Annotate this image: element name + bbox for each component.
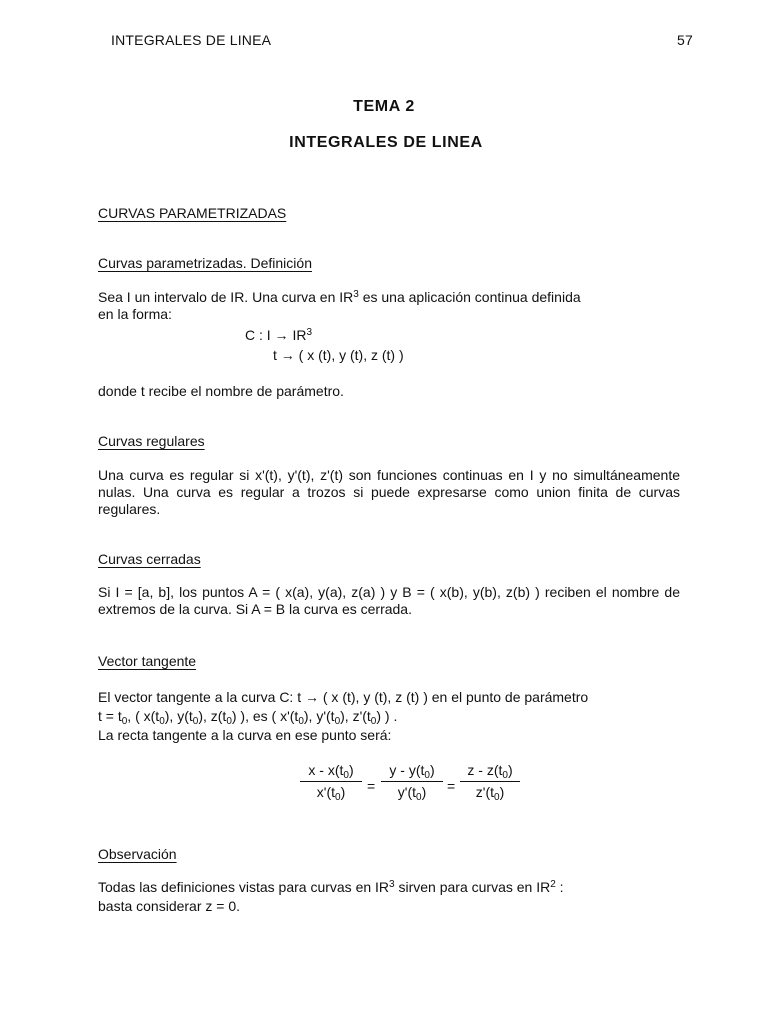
subsection-heading-definicion: Curvas parametrizadas. Definición <box>98 255 312 271</box>
superscript: 3 <box>353 289 359 300</box>
math-text: x'(t <box>316 784 335 800</box>
math-text: y'(t <box>397 784 416 800</box>
math-text: ) <box>429 762 435 778</box>
math-text: y - y(t <box>389 762 425 778</box>
mapping-text: C : I → IR <box>245 327 307 343</box>
chapter-title: INTEGRALES DE LINEA <box>289 134 483 151</box>
subsection-heading-observacion: Observación <box>98 846 177 862</box>
definition-line-1 <box>98 289 581 306</box>
math-text: z'(t <box>475 784 494 800</box>
subsection-heading-curvas-cerradas: Curvas cerradas <box>98 551 201 567</box>
subscript: 0 <box>416 792 422 803</box>
subsection-heading-curvas-regulares: Curvas regulares <box>98 433 205 449</box>
equals-sign: = <box>367 778 376 794</box>
tangent-text: ) ), es ( x'(t <box>231 708 299 724</box>
subscript: 0 <box>335 792 341 803</box>
page-number: 57 <box>677 32 693 48</box>
fraction-y-numerator <box>381 762 443 781</box>
subscript: 0 <box>424 770 430 781</box>
math-text: ) <box>340 784 346 800</box>
equals-sign: = <box>447 778 456 794</box>
math-text: z - z(t <box>467 762 503 778</box>
tangent-line-3: La recta tangente a la curva en ese punto será: <box>98 727 392 743</box>
superscript: 2 <box>550 879 556 890</box>
mapping-line-1 <box>245 327 312 343</box>
fraction-y-denominator <box>381 782 443 803</box>
fraction-x <box>300 762 362 803</box>
math-text: ) <box>507 762 513 778</box>
subscript: 0 <box>298 716 304 727</box>
fraction-z <box>460 762 520 803</box>
subscript: 0 <box>192 716 199 727</box>
subscript: 0 <box>343 770 349 781</box>
tangent-text: ), y'(t <box>303 708 335 724</box>
section-heading-curvas-parametrizadas: CURVAS PARAMETRIZADAS <box>98 205 287 221</box>
tangent-line-1: El vector tangente a la curva C: t → ( x (t), y (t), z (t) ) en el punto de parámetro <box>98 689 589 705</box>
running-header: INTEGRALES DE LINEA <box>111 32 272 48</box>
fraction-y <box>381 762 443 803</box>
fraction-x-numerator <box>300 762 362 781</box>
observation-text: Todas las definiciones vistas para curvas en IR <box>98 879 390 895</box>
tangent-text: ), y(t <box>164 708 193 724</box>
math-text: ) <box>421 784 427 800</box>
subscript: 0 <box>226 716 232 727</box>
regular-curves-paragraph: Una curva es regular si x'(t), y'(t), z'(t) son funciones continuas en I y no simultáneamente nulas. Una curva es regular a trozos si puede expresarse como union finita de curvas regulares. <box>98 467 680 517</box>
observation-line-2: basta considerar z = 0. <box>98 898 241 914</box>
definition-line-2: en la forma: <box>98 306 172 322</box>
observation-text: : <box>555 879 564 895</box>
subscript: 0 <box>370 716 377 727</box>
fraction-z-denominator <box>460 782 520 803</box>
tangent-text: , ( x(t <box>127 708 160 724</box>
subsection-heading-vector-tangente: Vector tangente <box>98 653 197 669</box>
subscript: 0 <box>159 716 165 727</box>
fraction-x-denominator <box>300 782 362 803</box>
math-text: ) <box>348 762 354 778</box>
tangent-text: ) ) . <box>376 708 398 724</box>
subscript: 0 <box>121 716 128 727</box>
tangent-line-2 <box>98 708 397 725</box>
tangent-text: ), z'(t <box>340 708 371 724</box>
parameter-note: donde t recibe el nombre de parámetro. <box>98 383 344 399</box>
observation-line-1 <box>98 879 564 896</box>
math-text: x - x(t <box>308 762 344 778</box>
mapping-line-2: t → ( x (t), y (t), z (t) ) <box>273 347 404 363</box>
definition-text: es una aplicación continua definida <box>358 289 581 305</box>
fraction-z-numerator <box>460 762 520 781</box>
tangent-text: t = t <box>98 708 122 724</box>
closed-curves-paragraph: Si I = [a, b], los puntos A = ( x(a), y(a), z(a) ) y B = ( x(b), y(b), z(b) ) reciben el nombre de extremos de la curva. Si A = B la curva es cerrada. <box>98 584 680 617</box>
subscript: 0 <box>502 770 508 781</box>
subscript: 0 <box>334 716 341 727</box>
superscript: 3 <box>389 879 395 890</box>
superscript: 3 <box>306 327 313 338</box>
subscript: 0 <box>494 792 500 803</box>
definition-text: Sea I un intervalo de IR. Una curva en IR <box>98 289 354 305</box>
observation-text: sirven para curvas en IR <box>394 879 551 895</box>
tangent-text: ), z(t <box>198 708 227 724</box>
chapter-number: TEMA 2 <box>353 98 415 115</box>
math-text: ) <box>499 784 505 800</box>
